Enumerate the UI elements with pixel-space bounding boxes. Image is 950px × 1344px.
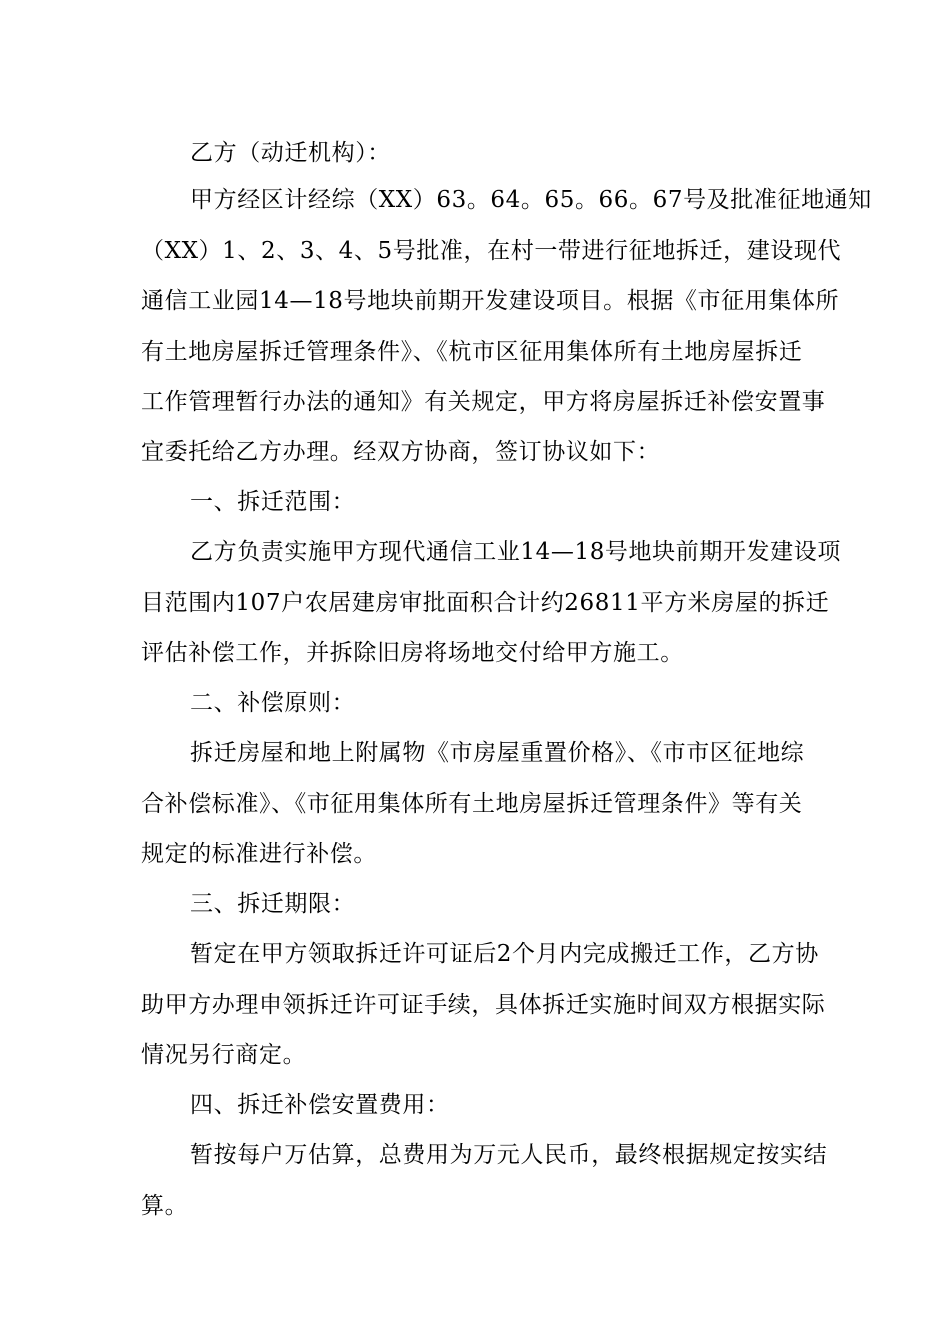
paragraph-line: 通信工业园14—18号地块前期开发建设项目。根据《市征用集体所 (141, 288, 840, 314)
paragraph-line: 暂按每户万估算，总费用为万元人民币，最终根据规定按实结 (190, 1142, 828, 1168)
party-b-line: 乙方（动迁机构）： (190, 140, 391, 166)
section-heading-principle: 二、补偿原则： (190, 690, 356, 716)
section-heading-period: 三、拆迁期限： (190, 891, 356, 917)
paragraph-line: 算。 (141, 1193, 189, 1219)
paragraph-line: 有土地房屋拆迁管理条件》、《杭市区征用集体所有土地房屋拆迁 (141, 339, 803, 365)
paragraph-line: 乙方负责实施甲方现代通信工业14—18号地块前期开发建设项 (190, 539, 841, 565)
paragraph-line: 助甲方办理申领拆迁许可证手续，具体拆迁实施时间双方根据实际 (141, 992, 826, 1018)
paragraph-line: 拆迁房屋和地上附属物《市房屋重置价格》、《市市区征地综 (190, 740, 805, 766)
paragraph-line: 情况另行商定。 (141, 1042, 307, 1068)
section-heading-scope: 一、拆迁范围： (190, 489, 356, 515)
section-heading-costs: 四、拆迁补偿安置费用： (190, 1092, 450, 1118)
paragraph-line: 甲方经区计经综（XX）63。64。65。66。67号及批准征地通知 (190, 187, 872, 213)
paragraph-line: 规定的标准进行补偿。 (141, 841, 377, 867)
paragraph-line: （XX）1、2、3、4、5号批准，在村一带进行征地拆迁，建设现代 (141, 238, 842, 264)
paragraph-line: 宜委托给乙方办理。经双方协商，签订协议如下： (141, 439, 661, 465)
paragraph-line: 工作管理暂行办法的通知》有关规定，甲方将房屋拆迁补偿安置事 (141, 389, 826, 415)
paragraph-line: 合补偿标准》、《市征用集体所有土地房屋拆迁管理条件》等有关 (141, 791, 803, 817)
paragraph-line: 目范围内107户农居建房审批面积合计约26811平方米房屋的拆迁 (141, 590, 830, 616)
paragraph-line: 评估补偿工作，并拆除旧房将场地交付给甲方施工。 (141, 640, 684, 666)
paragraph-line: 暂定在甲方领取拆迁许可证后2个月内完成搬迁工作，乙方协 (190, 941, 819, 967)
